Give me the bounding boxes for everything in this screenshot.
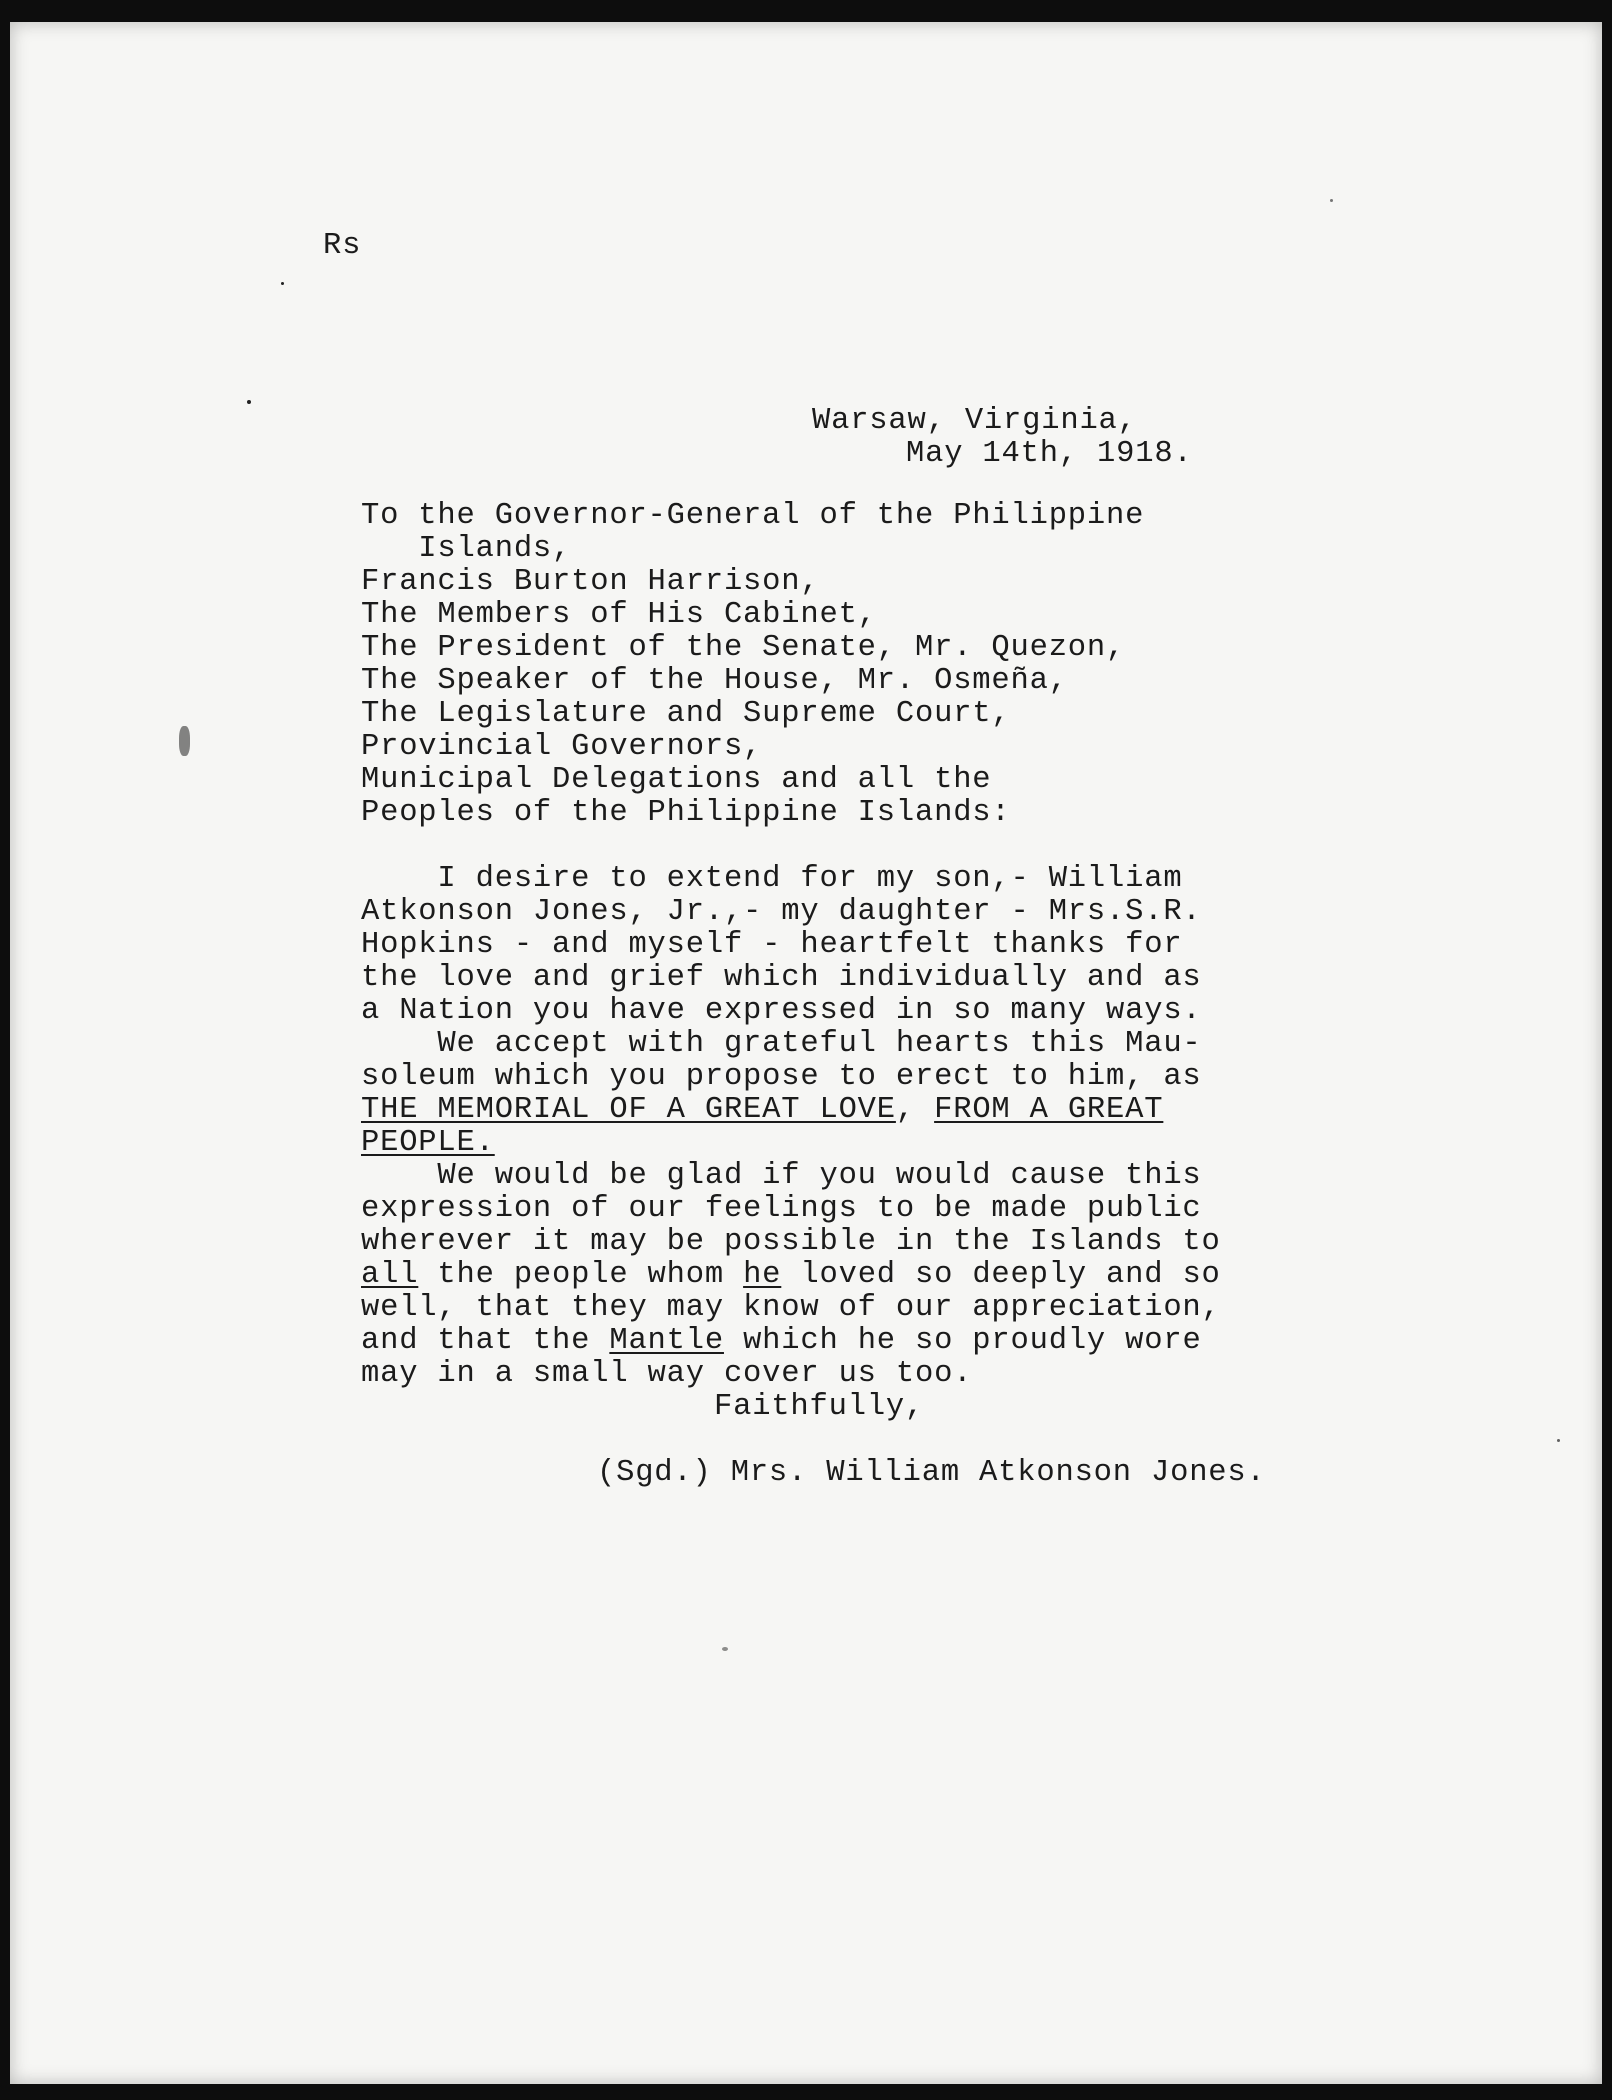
address-line: Peoples of the Philippine Islands: xyxy=(361,796,1011,830)
memorial-phrase-3: PEOPLE. xyxy=(361,1126,495,1160)
speck xyxy=(1330,199,1333,202)
body-line: the love and grief which individually and as xyxy=(361,961,1202,995)
address-line: The Speaker of the House, Mr. Osmeña, xyxy=(361,664,1068,698)
memorial-comma: , xyxy=(895,1093,935,1127)
body-line: soleum which you propose to erect to him, as xyxy=(361,1060,1202,1094)
emphasis-mantle: Mantle xyxy=(609,1324,724,1358)
body-line: expression of our feelings to be made public xyxy=(361,1192,1202,1226)
body-line xyxy=(361,1259,1221,1292)
place-line: Warsaw, Virginia, xyxy=(812,404,1137,438)
speck xyxy=(1557,1439,1560,1442)
emphasis-all: all xyxy=(361,1258,419,1292)
memorial-line xyxy=(361,1094,1163,1127)
body-text: the people whom xyxy=(418,1258,744,1292)
date-line: May 14th, 1918. xyxy=(906,437,1193,471)
body-line: Hopkins - and myself - heartfelt thanks for xyxy=(361,928,1183,962)
body-line: We would be glad if you would cause this xyxy=(361,1159,1202,1193)
address-line: The Members of His Cabinet, xyxy=(361,598,877,632)
body-line: We accept with grateful hearts this Mau- xyxy=(361,1027,1202,1061)
address-line: To the Governor-General of the Philippine xyxy=(361,499,1145,533)
address-line: Francis Burton Harrison, xyxy=(361,565,820,599)
emphasis-he: he xyxy=(743,1258,782,1292)
address-line: The President of the Senate, Mr. Quezon, xyxy=(361,631,1126,665)
body-line: wherever it may be possible in the Islands to xyxy=(361,1225,1221,1259)
speck xyxy=(281,282,284,285)
body-text: and that the xyxy=(361,1324,610,1358)
speck xyxy=(247,400,251,404)
address-line: Provincial Governors, xyxy=(361,730,763,764)
address-line: Municipal Delegations and all the xyxy=(361,763,992,797)
address-line: Islands, xyxy=(361,532,572,566)
address-line: The Legislature and Supreme Court, xyxy=(361,697,1011,731)
body-line: a Nation you have expressed in so many ways. xyxy=(361,994,1202,1028)
memorial-phrase-2: FROM A GREAT xyxy=(934,1093,1164,1127)
body-line: Atkonson Jones, Jr.,- my daughter - Mrs.S.R. xyxy=(361,895,1202,929)
body-line xyxy=(361,1325,1202,1358)
body-text: which he so proudly wore xyxy=(723,1324,1202,1358)
file-initials: Rs xyxy=(323,229,362,263)
closing: Faithfully, xyxy=(714,1390,925,1424)
speck xyxy=(722,1647,728,1651)
memorial-phrase: THE MEMORIAL OF A GREAT LOVE xyxy=(361,1093,896,1127)
letter-page xyxy=(10,22,1602,2084)
body-line: well, that they may know of our appreciation, xyxy=(361,1291,1221,1325)
body-line: may in a small way cover us too. xyxy=(361,1357,973,1391)
body-line: I desire to extend for my son,- William xyxy=(361,862,1183,896)
memorial-line-2 xyxy=(361,1127,495,1160)
smudge xyxy=(179,726,190,756)
body-text: loved so deeply and so xyxy=(781,1258,1221,1292)
signature: (Sgd.) Mrs. William Atkonson Jones. xyxy=(597,1456,1266,1490)
